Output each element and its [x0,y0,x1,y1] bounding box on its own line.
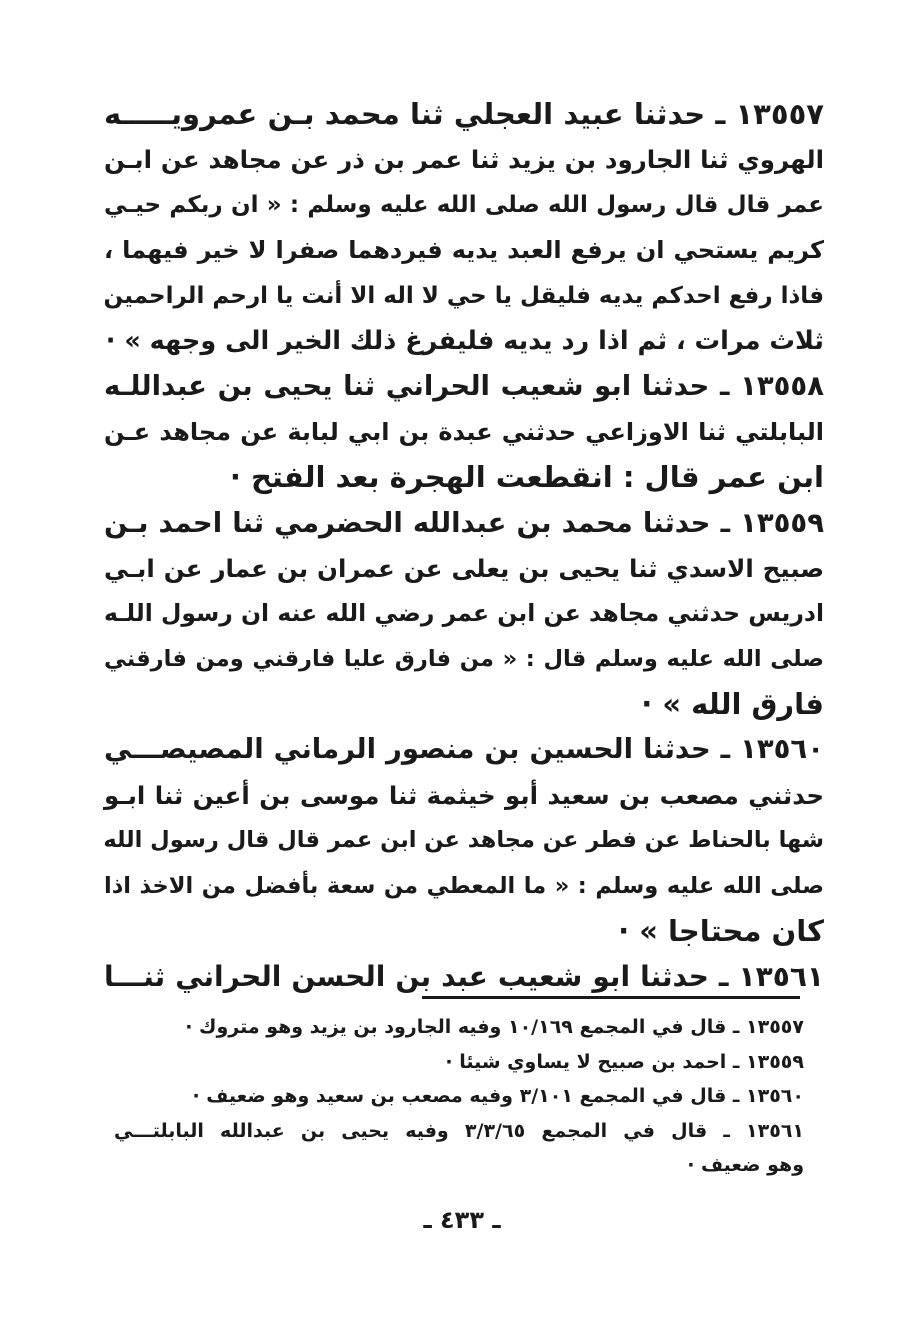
hadith-13560-line-2: حدثني مصعب بن سعيد أبو خيثمة ثنا موسى بن أعين ثنا ابـو [104,780,824,810]
footnote-13561: ١٣٥٦١ ـ قال في المجمع ٣/٣/٦٥ وفيه يحيى بن عبدالله البابلتـــي [114,1119,805,1142]
hadith-13560-line-3: شها بالحناط عن فطر عن مجاهد عن ابن عمر قال قال رسول الله [103,827,824,854]
hadith-13559-line-4: صلى الله عليه وسلم قال : « من فارق عليا فارقني ومن فارقني [104,645,824,672]
page-number: ـ ٤٣٣ ـ [423,1206,501,1234]
hadith-13561-line-1: ١٣٥٦١ ـ حدثنا ابو شعيب عبد بن الحسن الحراني ثنـــا [104,960,824,994]
hadith-13557-line-6: ثلاث مرات ، ثم اذا رد يديه فليفرغ ذلك الخير الى وجهه » · [105,325,824,356]
footnote-13559: ١٣٥٥٩ ـ احمد بن صبيح لا يساوي شيئا · [445,1050,804,1073]
footnote-13557: ١٣٥٥٧ ـ قال في المجمع ١٠/١٦٩ وفيه الجارود بن يزيد وهو متروك · [185,1016,804,1038]
hadith-13559-line-1: ١٣٥٥٩ ـ حدثنا محمد بن عبدالله الحضرمي ثنا احمد بـن [104,506,824,539]
hadith-13559-line-5: فارق الله » · [641,687,824,722]
hadith-13558-line-3: ابن عمر قال : انقطعت الهجرة بعد الفتح · [229,460,824,495]
hadith-13559-line-3: ادريس حدثني مجاهد عن ابن عمر رضي الله عنه ان رسول اللـه [104,599,824,628]
hadith-13558-line-2: البابلتي ثنا الاوزاعي حدثني عبدة بن ابي لبابة عن مجاهد عـن [104,417,824,446]
hadith-13557-line-4: كريم يستحي ان يرفع العبد يديه فيردهما صفرا لا خير فيهما ، [104,236,824,265]
footnote-13560: ١٣٥٦٠ ـ قال في المجمع ٣/١٠١ وفيه مصعب بن سعيد وهو ضعيف · [192,1085,804,1107]
hadith-13558-line-1: ١٣٥٥٨ ـ حدثنا ابو شعيب الحراني ثنا يحيى بن عبداللـه [104,370,824,403]
footnote-divider [422,996,800,999]
hadith-13557-line-3: عمر قال قال رسول الله صلى الله عليه وسلم : « ان ربكم حيـي [104,191,824,218]
hadith-13557-line-5: فاذا رفع احدكم يديه فليقل يا حي لا اله الا أنت يا ارحم الراحمين [103,282,824,309]
hadith-13560-line-4: صلى الله عليه وسلم : « ما المعطي من سعة بأفضل من الاخذ اذا [104,872,824,899]
hadith-13560-line-1: ١٣٥٦٠ ـ حدثنا الحسين بن منصور الرماني المصيصـــي [104,733,824,766]
hadith-text-block [104,92,824,1000]
footnote-13561-continued: وهو ضعيف · [687,1154,804,1176]
footnotes-block [114,1010,804,1183]
hadith-13557-line-2: الهروي ثنا الجارود بن يزيد ثنا عمر بن ذر عن مجاهد عن ابـن [104,145,824,175]
hadith-13560-line-5: كان محتاجا » · [618,914,824,949]
hadith-13557-line-1: ١٣٥٥٧ ـ حدثنا عبيد العجلي ثنا محمد بـن عمرويـــــه [104,97,824,131]
hadith-13559-line-2: صبيح الاسدي ثنا يحيى بن يعلى عن عمران بن عمار عن ابـي [104,553,824,583]
